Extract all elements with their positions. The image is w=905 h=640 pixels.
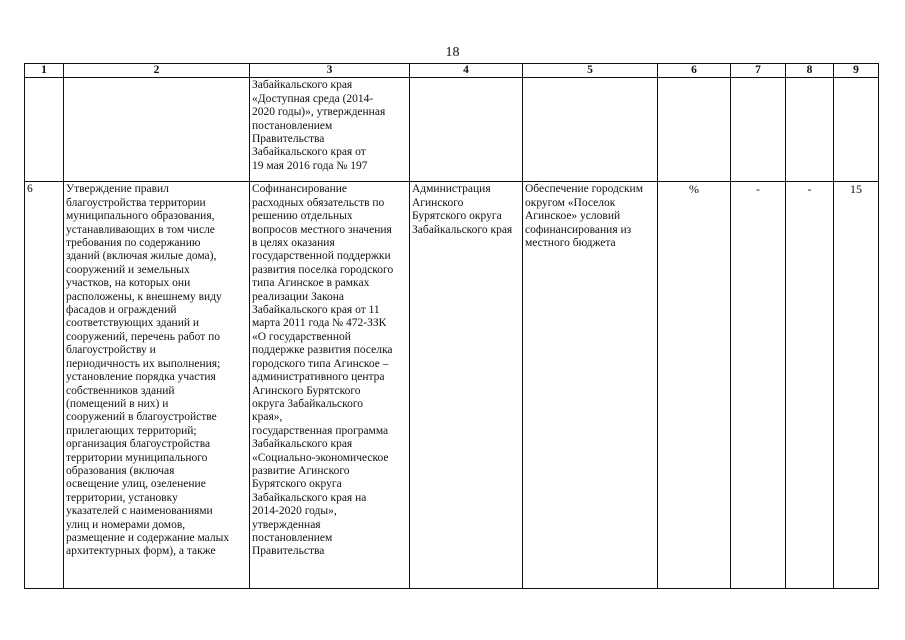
continuation-row — [25, 78, 879, 182]
value-cell-7: - — [731, 182, 786, 589]
measure-description: Утверждение правил благоустройства территории муниципального образования, устанавливающих в том числе требования по содержанию зданий (включая жилые дома), сооружений и земельных участков, на которых они расположены, к внешнему виду фасадов и ограждений соответствующих зданий и сооружений, перечень работ по благоустройству и периодичность их выполнения; установление порядка участия собственников зданий (помещений в них) и сооружений в благоустройстве прилегающих территорий; организация благоустройства территории муниципального образования (включая освещение улиц, озеленение территории, установку указателей с наименованиями улиц и номерами домов, размещение и содержание малых архитектурных форм), а также — [64, 182, 250, 589]
header-cell-6: 6 — [658, 64, 731, 78]
header-cell-9: 9 — [834, 64, 879, 78]
page-number: 18 — [445, 45, 460, 60]
cont-cell-1 — [25, 78, 64, 182]
cont-cell-8 — [786, 78, 834, 182]
header-cell-2: 2 — [64, 64, 250, 78]
cont-cell-6 — [658, 78, 731, 182]
cont-cell-4 — [410, 78, 523, 182]
header-row — [25, 64, 879, 78]
header-cell-7: 7 — [731, 64, 786, 78]
responsible-body: Администрация Агинского Бурятского округа Забайкальского края — [410, 182, 523, 589]
cont-cell-5 — [523, 78, 658, 182]
header-cell-4: 4 — [410, 64, 523, 78]
row-number: 6 — [25, 182, 64, 589]
value-cell-9: 15 — [834, 182, 879, 589]
cont-cell-7 — [731, 78, 786, 182]
header-cell-3: 3 — [250, 64, 410, 78]
header-cell-8: 8 — [786, 64, 834, 78]
unit-cell: % — [658, 182, 731, 589]
table-row-6 — [25, 182, 879, 589]
value-cell-8: - — [786, 182, 834, 589]
program-description: Софинансирование расходных обязательств по решению отдельных вопросов местного значения в целях оказания государственной поддержки развития поселка городского типа Агинское в рамках реализации Закона Забайкальского края от 11 марта 2011 года № 472-ЗЗК «О государственной поддержке развития поселка городского типа Агинское – административного центра Агинского Бурятского округа Забайкальского края», государственная программа Забайкальского края «Социально-экономическое развитие Агинского Бурятского округа Забайкальского края на 2014-2020 годы», утвержденная постановлением Правительства — [250, 182, 410, 589]
cont-cell-2 — [64, 78, 250, 182]
cont-cell-9 — [834, 78, 879, 182]
header-cell-5: 5 — [523, 64, 658, 78]
condition-text: Обеспечение городским округом «Поселок Агинское» условий софинансирования из местного бюджета — [523, 182, 658, 589]
header-cell-1: 1 — [25, 64, 64, 78]
cont-program-text: Забайкальского края «Доступная среда (2014- 2020 годы)», утвержденная постановлением Правительства Забайкальского края от 19 мая 2016 года № 197 — [250, 78, 410, 182]
program-table — [24, 63, 879, 589]
